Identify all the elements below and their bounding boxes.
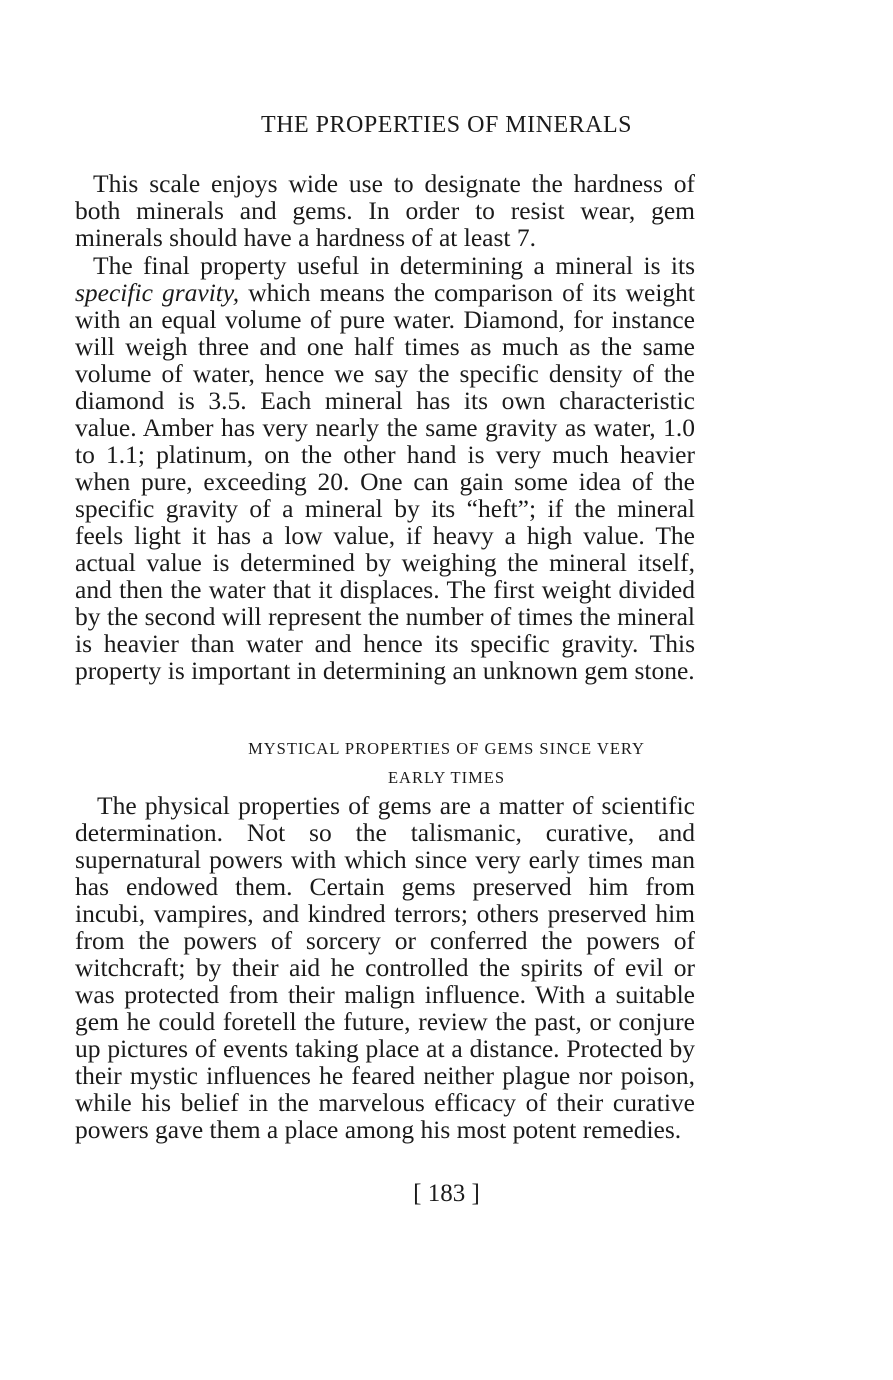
specific-gravity-term: specific gravity, — [75, 278, 240, 307]
section-heading — [0, 734, 893, 792]
paragraph-hardness-scale: This scale enjoys wide use to designate the hardness of both minerals and gems. In order to resist wear, gem minerals should have a hardness of at least 7. — [75, 169, 695, 252]
paragraph-specific-gravity-intro: The final property useful in determining a mineral is its — [93, 251, 695, 280]
paragraph-specific-gravity-body: which means the comparison of its weight with an equal volume of pure water. Diamond, for instance will weigh three and one half times as much as the same volume of water, hence we say the specific density of the diamond is 3.5. Each mineral has its own characteristic value. Amber has very nearly the same gravity as water, 1.0 to 1.1; platinum, on the other hand is very much heavier when pure, exceeding 20. One can gain some idea of the specific gravity of a mineral by its “heft”; if the mineral feels light it has a low value, if heavy a high value. The actual value is determined by weighing the mineral itself, and then the water that it displaces. The first weight divided by the second will represent the number of times the mineral is heavier than water and hence its specific gravity. This property is important in determining an unknown gem stone. — [75, 278, 695, 685]
paragraph-specific-gravity — [75, 252, 695, 684]
running-head: THE PROPERTIES OF MINERALS — [261, 112, 632, 138]
paragraph-mystical-properties: The physical properties of gems are a matter of scientific determination. Not so the talismanic, curative, and supernatural powers with which since very early times man has endowed them. Certain gems preserved him from incubi, vampires, and kindred terrors; others preserved him from the powers of sorcery or conferred the powers of witchcraft; by their aid he controlled the spirits of evil or was protected from their malign influence. With a suitable gem he could foretell the future, review the past, or conjure up pictures of events taking place at a distance. Protected by their mystic influences he feared neither plague nor poison, while his belief in the marvelous efficacy of their curative powers gave them a place among his most potent remedies. — [75, 791, 695, 1144]
section-heading-line-1: MYSTICAL PROPERTIES OF GEMS SINCE VERY — [248, 739, 645, 758]
section-heading-line-2: EARLY TIMES — [387, 768, 506, 787]
page-number: [ 183 ] — [413, 1180, 480, 1207]
